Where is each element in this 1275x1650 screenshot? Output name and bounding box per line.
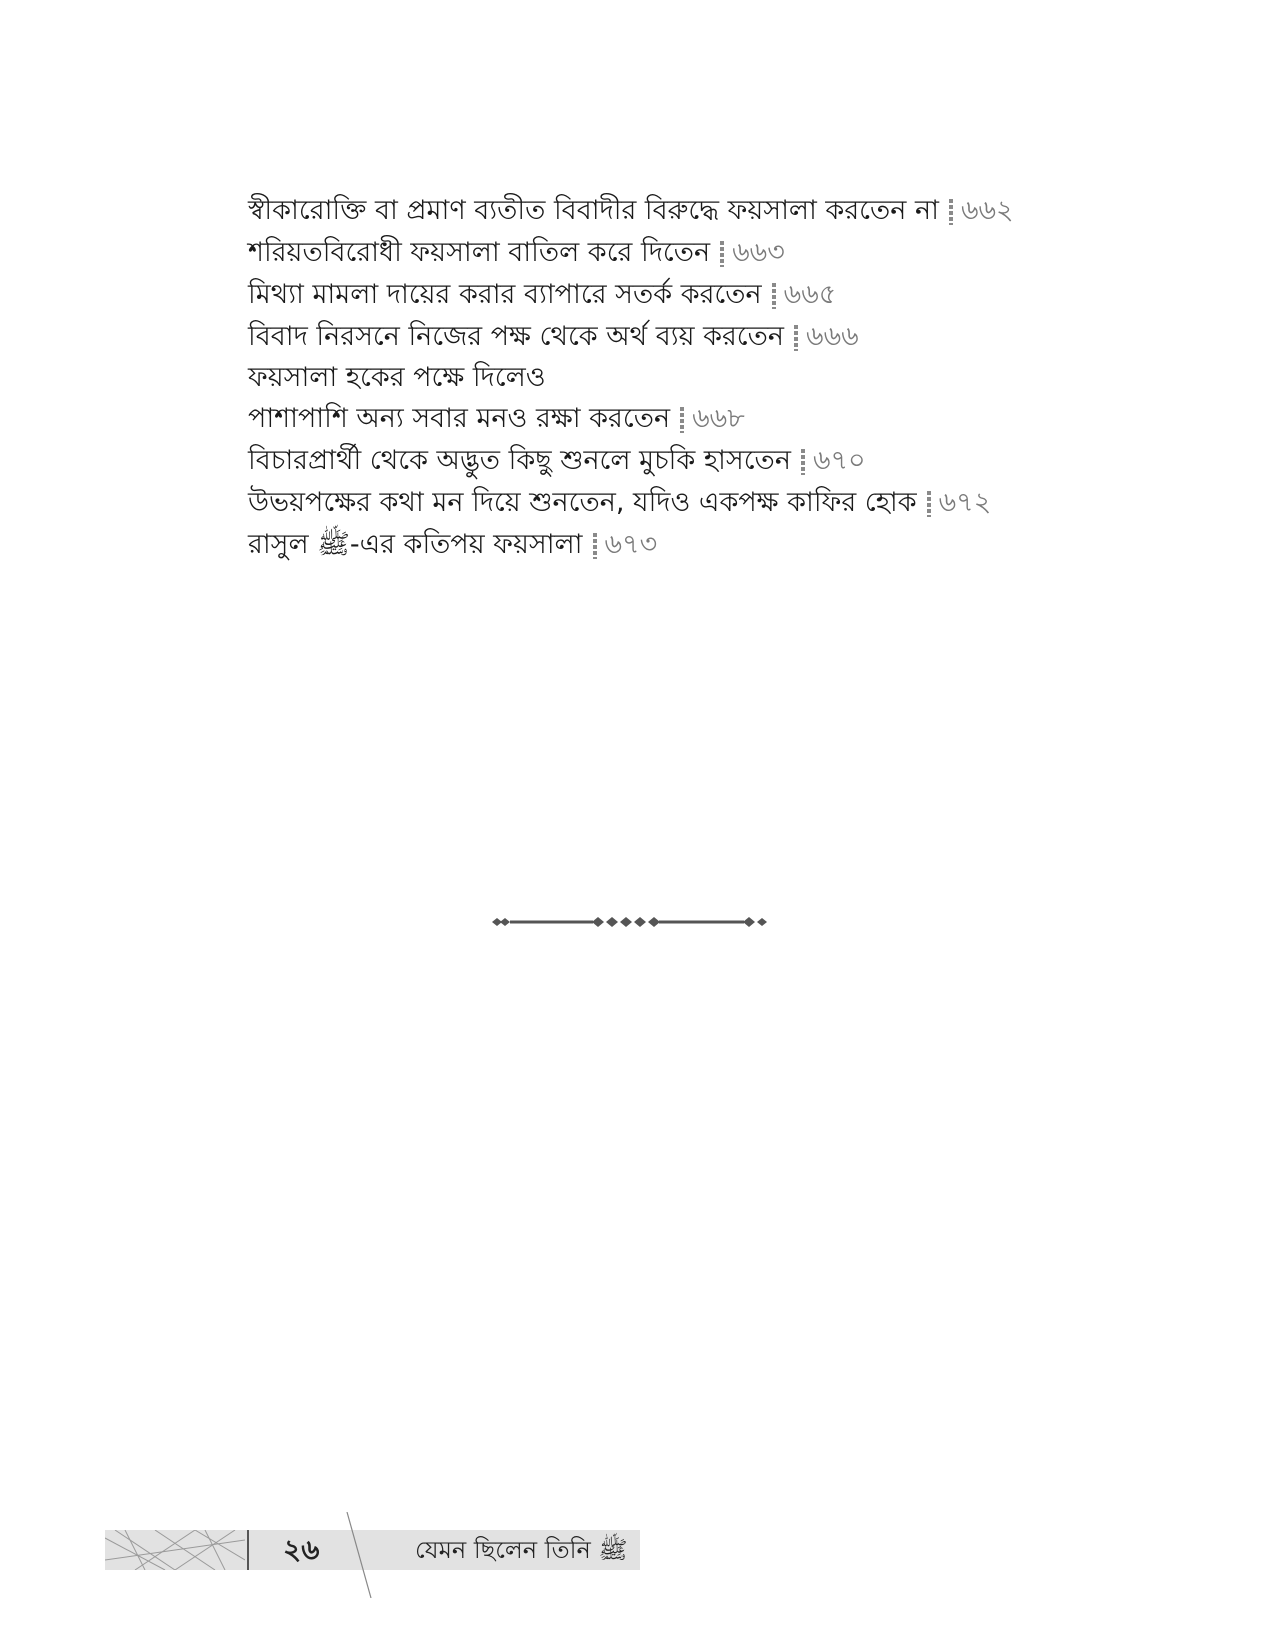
toc-entry-page: ৬৬৩ <box>732 237 785 268</box>
toc-entry-title: মিথ্যা মামলা দায়ের করার ব্যাপারে সতর্ক করতেন <box>248 279 762 310</box>
page-footer <box>105 1530 640 1570</box>
dotted-separator <box>720 241 724 267</box>
toc-entry-page: ৬৭৩ <box>604 529 658 560</box>
toc-entry-page: ৬৬৮ <box>692 403 745 434</box>
page-number: ২৬ <box>283 1533 320 1566</box>
toc-entry-title: বিবাদ নিরসনে নিজের পক্ষ থেকে অর্থ ব্যয় করতেন <box>248 321 785 352</box>
table-of-contents <box>248 190 1068 566</box>
toc-entry-page: ৬৬৫ <box>783 279 837 310</box>
dotted-separator <box>680 407 684 433</box>
footer-divider <box>247 1530 249 1570</box>
toc-entry-page: ৬৭০ <box>812 445 866 476</box>
dotted-separator <box>801 449 805 475</box>
toc-entry-page: ৬৬৬ <box>806 321 859 352</box>
toc-entry-title: শরিয়তবিরোধী ফয়সালা বাতিল করে দিতেন <box>248 237 711 268</box>
toc-entry-title: ফয়সালা হকের পক্ষে দিলেও <box>248 362 546 393</box>
toc-entry-line1 <box>248 358 1068 398</box>
dotted-separator <box>949 199 953 225</box>
dotted-separator <box>794 325 798 351</box>
ornamental-divider <box>492 915 777 929</box>
dotted-separator <box>927 491 931 517</box>
toc-entry-title: পাশাপাশি অন্য সবার মনও রক্ষা করতেন <box>248 403 671 434</box>
toc-entry-title: রাসুল ﷺ-এর কতিপয় ফয়সালা <box>248 529 583 560</box>
running-title: যেমন ছিলেন তিনি ﷺ <box>415 1536 628 1564</box>
toc-entry-page: ৬৬২ <box>960 195 1014 226</box>
toc-entry-title: উভয়পক্ষের কথা মন দিয়ে শুনতেন, যদিও একপক্ষ কাফির হোক <box>248 487 917 518</box>
toc-entry-title: স্বীকারোক্তি বা প্রমাণ ব্যতীত বিবাদীর বিরুদ্ধে ফয়সালা করতেন না <box>248 195 939 226</box>
dotted-separator <box>593 533 597 559</box>
toc-entry <box>248 440 1068 482</box>
toc-entry <box>248 274 1068 316</box>
toc-entry <box>248 316 1068 358</box>
dotted-separator <box>772 283 776 309</box>
toc-entry <box>248 232 1068 274</box>
toc-entry <box>248 482 1068 524</box>
toc-entry-page: ৬৭২ <box>938 487 992 518</box>
toc-entry-line2 <box>248 398 1068 440</box>
toc-entry-title: বিচারপ্রার্থী থেকে অদ্ভুত কিছু শুনলে মুচকি হাসতেন <box>248 445 791 476</box>
footer-slant-line <box>345 1512 375 1598</box>
toc-entry <box>248 524 1068 566</box>
footer-line-pattern <box>105 1530 245 1570</box>
toc-entry <box>248 190 1068 232</box>
